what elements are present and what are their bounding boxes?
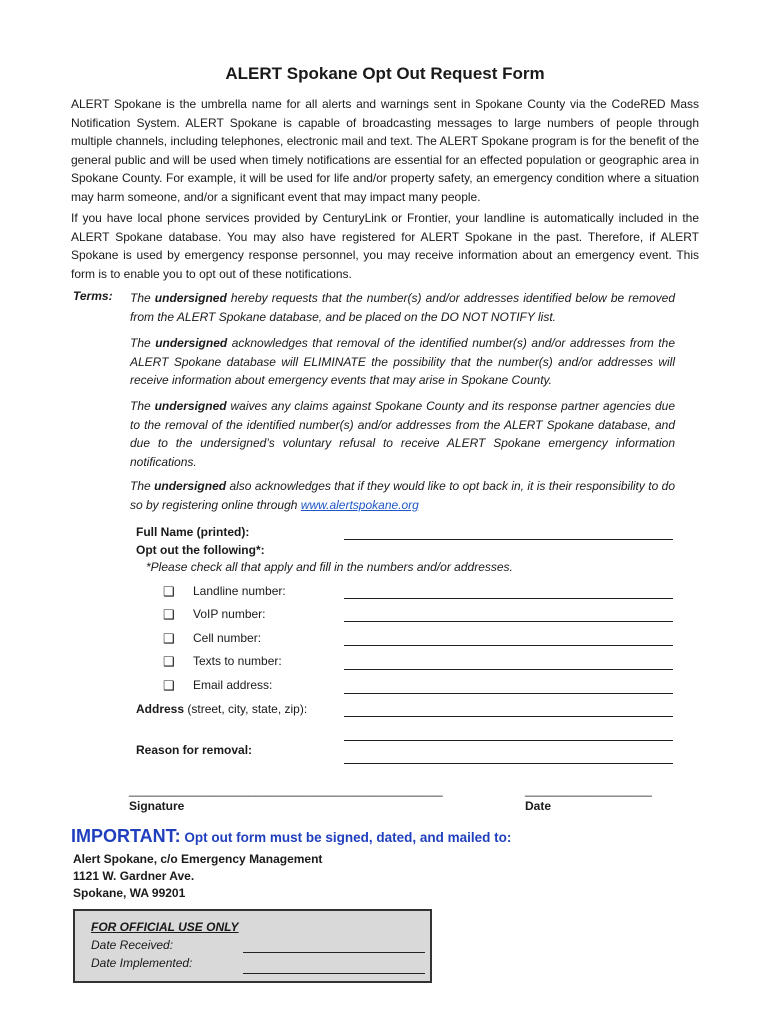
alert-spokane-link[interactable]: www.alertspokane.org bbox=[300, 497, 419, 512]
term-text: The bbox=[130, 336, 156, 350]
address-label-bold: Address bbox=[136, 702, 185, 716]
intro-paragraph: ALERT Spokane is the umbrella name for all alerts and warnings sent in Spokane County via the CodeRED Mass Notification System. ALERT Spokane is capable of broadcasting messages to large numbers of people through multiple channels, including telephones, electronic mail and text. The ALERT Spokane program is for the benefit of the general public and will be used when timely notifications are essential for an effected population or geographic area in Spokane County. For example, it will be used for life and/or property safety, an emergency condition where a situation may harm someone, and/or a significant event that may impact many people. bbox=[71, 97, 699, 204]
important-notice bbox=[71, 826, 511, 847]
term-1 bbox=[130, 289, 675, 326]
cell-checkbox[interactable]: ❑ bbox=[163, 631, 175, 646]
term-keyword: undersigned bbox=[154, 479, 227, 493]
full-name-field[interactable] bbox=[344, 539, 673, 540]
date-implemented-label: Date Implemented: bbox=[91, 956, 193, 970]
cell-field[interactable] bbox=[344, 645, 673, 646]
term-4 bbox=[130, 477, 675, 514]
address-label-rest: (street, city, state, zip): bbox=[184, 702, 308, 716]
address-label bbox=[136, 702, 307, 716]
important-text: Opt out form must be signed, dated, and mailed to: bbox=[180, 830, 512, 845]
email-label: Email address: bbox=[193, 678, 273, 692]
official-use-heading: FOR OFFICIAL USE ONLY bbox=[91, 920, 239, 934]
term-text: also acknowledges that if they would like to opt back in, it is their responsibility to do so by registering online through bbox=[130, 479, 675, 512]
term-text: hereby requests that the number(s) and/or addresses identified below be removed from the ALERT Spokane database, and be placed on the DO NOT NOTIFY list. bbox=[130, 291, 675, 324]
terms-label: Terms: bbox=[73, 289, 113, 303]
landline-field[interactable] bbox=[344, 598, 673, 599]
mailing-address-line: Spokane, WA 99201 bbox=[73, 886, 186, 900]
voip-label: VoIP number: bbox=[193, 607, 266, 621]
cell-label: Cell number: bbox=[193, 631, 262, 645]
term-text: The bbox=[130, 399, 155, 413]
mailing-address-line: 1121 W. Gardner Ave. bbox=[73, 869, 195, 883]
date-received-field[interactable] bbox=[243, 952, 425, 953]
reason-field[interactable] bbox=[344, 763, 673, 764]
texts-field[interactable] bbox=[344, 669, 673, 670]
term-3 bbox=[130, 397, 675, 471]
term-2 bbox=[130, 334, 675, 390]
landline-checkbox[interactable]: ❑ bbox=[163, 584, 175, 599]
signature-line[interactable]: _______________________________________________ bbox=[129, 783, 443, 797]
address-field-line-2[interactable] bbox=[344, 740, 673, 741]
term-text: waives any claims against Spokane County and its response partner agencies due to the removal of the identified number(s) and/or addresses from the ALERT Spokane database, and due to the undersigned’s voluntary refusal to receive ALERT Spokane emergency information notifications. bbox=[130, 399, 676, 469]
term-keyword: undersigned bbox=[155, 336, 228, 350]
date-line[interactable]: ___________________ bbox=[525, 783, 652, 797]
full-name-label: Full Name (printed): bbox=[136, 525, 250, 539]
official-use-box bbox=[73, 909, 432, 983]
date-implemented-field[interactable] bbox=[243, 973, 425, 974]
signature-label: Signature bbox=[129, 799, 185, 813]
term-text: The bbox=[130, 479, 155, 493]
instruction-note: *Please check all that apply and fill in the numbers and/or addresses. bbox=[146, 560, 513, 574]
email-checkbox[interactable]: ❑ bbox=[163, 678, 175, 693]
landline-label: Landline number: bbox=[193, 584, 286, 598]
email-field[interactable] bbox=[344, 693, 673, 694]
voip-checkbox[interactable]: ❑ bbox=[163, 607, 175, 622]
texts-checkbox[interactable]: ❑ bbox=[163, 654, 175, 669]
texts-label: Texts to number: bbox=[193, 654, 282, 668]
address-field[interactable] bbox=[344, 716, 673, 717]
mailing-address-line: Alert Spokane, c/o Emergency Management bbox=[73, 852, 323, 866]
intro-paragraph: If you have local phone services provided by CenturyLink or Frontier, your landline is automatically included in the ALERT Spokane database. You may also have registered for ALERT Spokane in the past. Therefore, if ALERT Spokane is used by emergency response personnel, you may receive information about an emergency event. This form is to enable you to opt out of these notifications. bbox=[71, 211, 699, 281]
page-title: ALERT Spokane Opt Out Request Form bbox=[225, 64, 545, 83]
term-keyword: undersigned bbox=[154, 291, 227, 305]
term-text: The bbox=[130, 291, 155, 305]
term-text: acknowledges that removal of the identified number(s) and/or addresses from the ALERT Spokane database will ELIMINATE the possibility that the number(s) and/or addresses will receive information about emergency events that may arise in Spokane County. bbox=[130, 336, 675, 387]
date-label: Date bbox=[525, 799, 552, 813]
reason-label: Reason for removal: bbox=[136, 743, 253, 757]
voip-field[interactable] bbox=[344, 621, 673, 622]
opt-out-label: Opt out the following*: bbox=[136, 543, 265, 557]
date-received-label: Date Received: bbox=[91, 938, 174, 952]
important-prefix: IMPORTANT: bbox=[71, 826, 181, 846]
term-keyword: undersigned bbox=[154, 399, 227, 413]
